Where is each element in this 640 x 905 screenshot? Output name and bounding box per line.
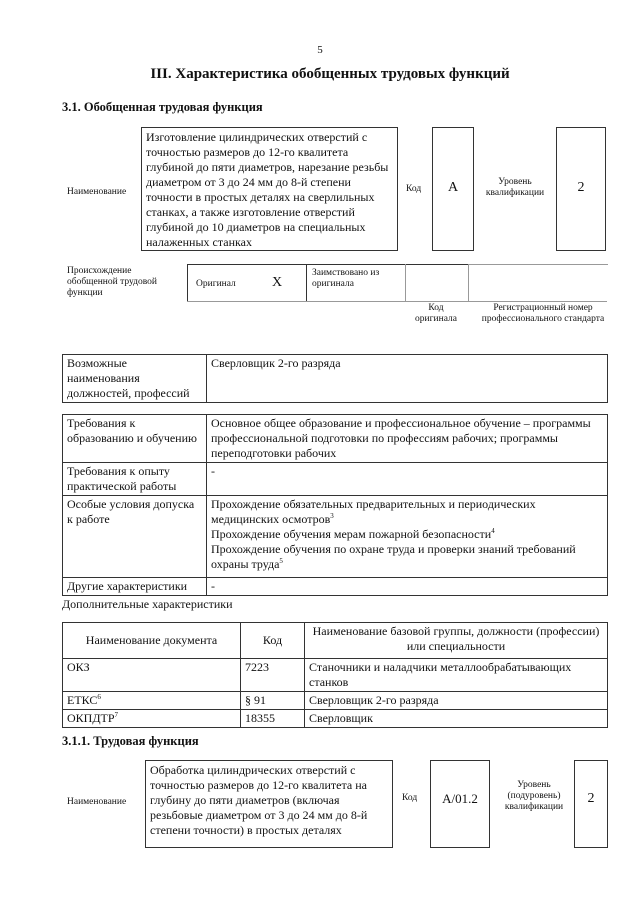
possible-names-table <box>62 354 608 403</box>
origin-bottom-line <box>187 301 607 302</box>
gtf-level-box <box>556 127 606 251</box>
additional-code: 7223 <box>241 659 305 692</box>
origin-code-caption: Код оригинала <box>415 303 457 324</box>
tf-code-box <box>430 760 490 848</box>
gtf-heading: 3.1. Обобщенная трудовая функция <box>62 100 263 114</box>
additional-name: Станочники и наладчики металлообрабатывающих станков <box>305 659 608 692</box>
tf-level-box <box>574 760 608 848</box>
gtf-level-value: 2 <box>577 180 585 195</box>
additional-code: § 91 <box>241 692 305 710</box>
requirement-line: Прохождение обязательных предварительных и периодических медицинских осмотров$^3$ <box>211 497 536 526</box>
tf-code-value: A/01.2 <box>442 791 478 806</box>
origin-divider <box>306 264 307 302</box>
origin-label: Происхождение обобщенной трудовой функции <box>67 266 157 298</box>
additional-doc: ЕТКС$^6$ <box>63 692 241 710</box>
origin-borrowed-label: Заимствовано из оригинала <box>312 268 380 289</box>
requirement-label: Требования к опыту практической работы <box>63 463 207 496</box>
additional-code: 18355 <box>241 710 305 728</box>
requirement-row <box>63 463 608 496</box>
additional-table <box>62 622 608 728</box>
additional-header-code: Код <box>241 623 305 659</box>
gtf-code-value: A <box>447 180 459 195</box>
tf-name-label: Наименование <box>67 797 127 807</box>
tf-level-label: Уровень (подуровень) квалификации <box>504 780 564 812</box>
requirement-value: Основное общее образование и профессиональное обучение – программы профессиональной подготовки по профессиям рабочих; программы переподготовки рабочих <box>207 415 608 463</box>
requirement-row <box>63 578 608 596</box>
gtf-level-label: Уровень квалификации <box>485 177 545 198</box>
tf-code-label: Код <box>402 793 418 803</box>
requirements-table <box>62 414 608 596</box>
gtf-name-text: Изготовление цилиндрических отверстий с точностью размеров до 12-го квалитета глубиной до пяти диаметров, нарезание резьбы диаметром от 3 до 24 мм до 8-й степени точности в простых деталях на сверлильных станках, а также изготовление отверстий глубиной до 10 диаметров на специальных налаженных станках <box>146 130 389 249</box>
tf-name-box <box>145 760 393 848</box>
additional-name: Сверловщик <box>305 710 608 728</box>
table-row <box>63 692 608 710</box>
requirement-line: Прохождение обучения по охране труда и проверки знаний требований охраны труда$^5$ <box>211 542 576 571</box>
possible-names-label: Возможные наименования должностей, профессий <box>63 355 207 403</box>
requirement-line: Прохождение обучения мерам пожарной безопасности$^4$ <box>211 527 495 541</box>
requirement-label: Другие характеристики <box>63 578 207 596</box>
origin-divider-2 <box>405 264 406 302</box>
gtf-code-label: Код <box>406 184 422 194</box>
requirement-value: - <box>207 463 608 496</box>
additional-heading: Дополнительные характеристики <box>62 597 233 611</box>
section-title: III. Характеристика обобщенных трудовых функций <box>150 66 510 82</box>
additional-doc: ОКЗ <box>63 659 241 692</box>
origin-top-line <box>468 264 608 265</box>
additional-header-doc: Наименование документа <box>63 623 241 659</box>
requirement-value: - <box>207 578 608 596</box>
table-row <box>63 659 608 692</box>
additional-header-name: Наименование базовой группы, должности (профессии) или специальности <box>305 623 608 659</box>
additional-doc: ОКПДТР$^7$ <box>63 710 241 728</box>
additional-name: Сверловщик 2-го разряда <box>305 692 608 710</box>
tf-level-value: 2 <box>587 791 595 806</box>
tf-name-text: Обработка цилиндрических отверстий с точностью размеров до 12-го квалитета на глубину до пяти диаметров (включая резьбовые диаметром от 3 до 24 мм до 8-й степени точности) в простых деталях <box>150 763 368 837</box>
tf-heading: 3.1.1. Трудовая функция <box>62 734 199 748</box>
possible-names-value: Сверловщик 2-го разряда <box>207 355 608 403</box>
origin-original-label: Оригинал <box>196 279 236 289</box>
requirement-label: Требования к образованию и обучению <box>63 415 207 463</box>
origin-reg-caption: Регистрационный номер профессионального стандарта <box>481 303 605 324</box>
gtf-name-label: Наименование <box>67 187 127 197</box>
table-row <box>63 710 608 728</box>
requirement-row <box>63 415 608 463</box>
requirement-row <box>63 496 608 578</box>
gtf-name-box <box>141 127 398 251</box>
requirement-label: Особые условия допуска к работе <box>63 496 207 578</box>
origin-divider-3 <box>468 264 469 302</box>
requirement-value <box>207 496 608 578</box>
page-number: 5 <box>317 44 323 56</box>
origin-original-mark: X <box>272 275 283 290</box>
additional-header-row <box>63 623 608 659</box>
gtf-code-box <box>432 127 474 251</box>
